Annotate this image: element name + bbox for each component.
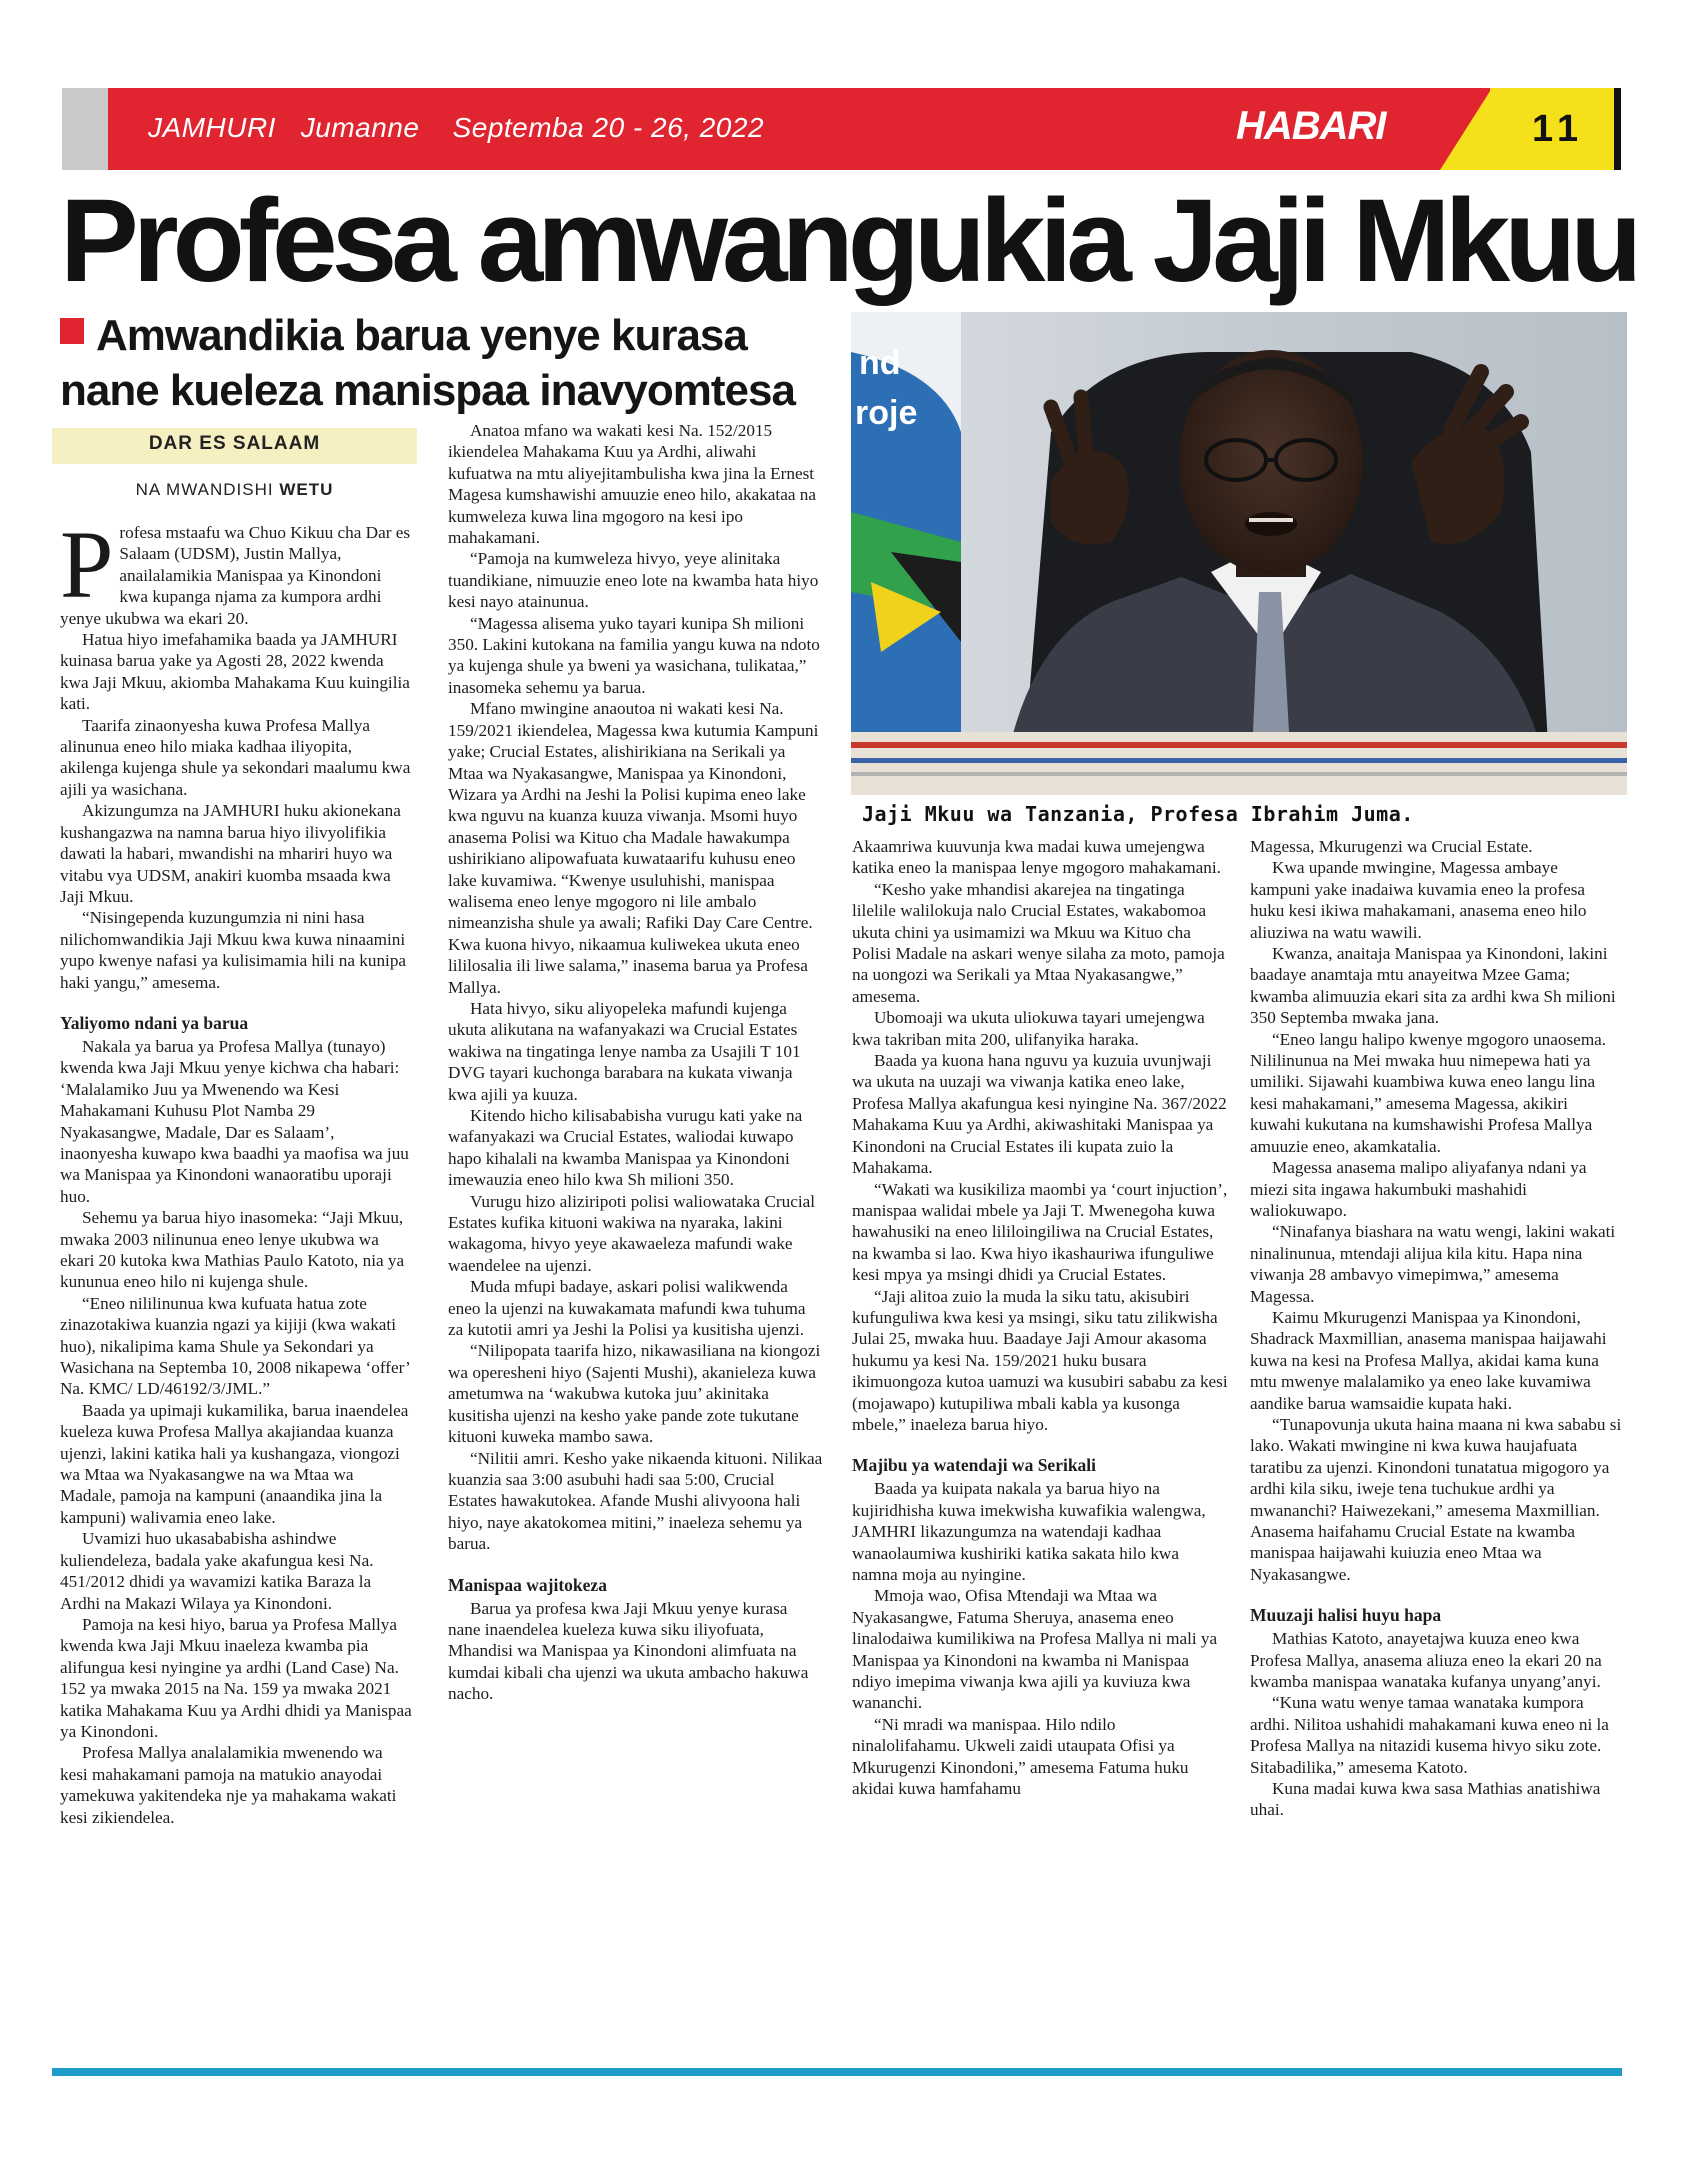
dropcap: P [60,511,114,618]
paragraph: Magessa, Mkurugenzi wa Crucial Estate. [1250,837,1533,856]
paragraph: “Kesho yake mhandisi akarejea na tingatinga lilelile walilokuja nalo Crucial Estates, wakabomoa ukuta chini ya usimamizi wa Mkuu wa Kituo cha Polisi Madale na askari wenye silaha za moto, pamoja na uongozi wa Serikali ya Mtaa Nyakasangwe,” amesema. [852,879,1225,1006]
paragraph: Profesa Mallya analalamikia mwenendo wa kesi mahakamani pamoja na matukio anayodai yamekuwa yakitendeka nje ya mahakama wakati kesi zikiendelea. [60,1743,397,1827]
paragraph: Muda mfupi badaye, askari polisi walikwenda eneo la ujenzi na kuwakamata mafundi kwa tuhuma za kutotii amri ya Jeshi la Polisi ya kusitisha ujenzi. [448,1277,806,1340]
header-grey-tab [62,88,108,170]
paragraph: “Ni mradi wa manispaa. Hilo ndilo ninalolifahamu. Ukweli zaidi utaupata Ofisi ya Mkurugenzi Kinondoni,” amesema Fatuma huku akidai kuwa hamfahamu [852,1714,1189,1799]
masthead: JAMHURI Jumanne Septemba 20 - 26, 2022 [148,112,765,143]
page-number: 11 [1532,108,1585,150]
crosshead: Yaliyomo ndani ya barua [60,1012,249,1033]
paragraph: Magessa anasema malipo aliyafanya ndani ya miezi sita ingawa hakumbuki mashahidi waliokuwapo. [1250,1158,1587,1220]
footer-rule [52,2068,1622,2076]
paragraph: Sehemu ya barua hiyo inasomeka: “Jaji Mkuu, mwaka 2003 nilinunua eneo lenye ukubwa wa ekari 20 kutoka kwa Mathias Paulo Katoto, nia ya kununua eneo hilo ni kujenga shule. [60,1208,405,1292]
paragraph: Kwanza, anaitaja Manispaa ya Kinondoni, lakini baadaye anamtaja mtu anayeitwa Mzee Gama; kwamba alimuuzia ekari sita za ardhi kwa Sh milioni 350 Septemba mwaka jana. [1250,944,1616,1028]
paragraph: “Nilitii amri. Kesho yake nikaenda kituoni. Nilikaa kuanzia saa 3:00 asubuhi hadi saa 5:00, Crucial Estates hawakutokea. Afande Mushi alivyoona hali hiyo, naye akatokomea mitini,” inaeleza sehemu ya barua. [448,1448,823,1554]
paragraph: Ubomoaji wa ukuta uliokuwa tayari umejengwa kwa takriban mita 200, ulifanyika haraka. [852,1008,1205,1049]
paragraph: Kitendo hicho kilisababisha vurugu kati yake na wafanyakazi wa Crucial Estates, waliodai kuwapo hapo kihalali na kwamba Manispaa ya Kinondoni imewauzia eneo hilo kwa Sh milioni 350. [448,1106,803,1190]
paragraph: Mathias Katoto, anayetajwa kuuza eneo kwa Profesa Mallya, anasema aliuza eneo la ekari 20 na kwamba manispaa wanataka kufanya unyang’anyi. [1250,1629,1602,1692]
paragraph: Pamoja na kesi hiyo, barua ya Profesa Mallya kwenda kwa Jaji Mkuu inaeleza kwamba pia alifungua kesi nyingine ya ardhi (Land Case) Na. 152 ya mwaka 2015 na Na. 159 ya mwaka 2021 katika Mahakama Kuu ya Ardhi dhidi ya Manispaa ya Kinondoni. [60,1614,412,1741]
paragraph: Baada ya kuipata nakala ya barua hiyo na kujiridhisha kuwa imekwisha kuwafikia walengwa, JAMHRI likazungumza na watendaji kadhaa wanaolaumiwa kushiriki katika sakata hilo kwa namna moja au nyingine. [852,1479,1206,1584]
paragraph: rofesa mstaafu wa Chuo Kikuu cha Dar es Salaam (UDSM), Justin Mallya, anailalamikia Manispaa ya Kinondoni kwa kupanga njama za kumpora ardhi yenye ukubwa wa ekari 20. [60,523,411,628]
photo-backdrop-text-1: nd [859,344,901,382]
paragraph: Barua ya profesa kwa Jaji Mkuu yenye kurasa nane inaendelea kueleza kuwa siku iliyofuata, Mhandisi wa Manispaa ya Kinondoni alimfuata na kumdai kibali cha ujenzi wa ukuta ambacho hakuwa nacho. [448,1598,809,1704]
paragraph: “Wakati wa kusikiliza maombi ya ‘court injuction’, manispaa walidai mbele ya Jaji T. Mwenegoha kuwa hawahusiki na eneo lililoingiliwa na Crucial Estates, na kwamba si lao. Kwa hiyo ikashauriwa ifunguliwe kesi mpya ya msingi dhidi ya Crucial Estates. [852,1179,1228,1285]
paragraph: Akaamriwa kuuvunja kwa madai kuwa umejengwa katika eneo la manispaa lenye mgogoro mahakamani. [852,837,1221,878]
paragraph: “Tunapovunja ukuta haina maana ni kwa sababu si lako. Wakati mwingine ni kwa kuwa haujafuata taratibu za ujenzi. Kinondoni tunatatua migogoro ya ardhi kila siku, iweje tena tuchukue ardhi ya mwananchi? Haiwezekani,” amesema Maxmillian. Anasema haifahamu Crucial Estate na kwamba manispaa haijawahi kuiuzia eneo Mtaa wa Nyakasangwe. [1250,1414,1622,1584]
paragraph: Uvamizi huo ukasababisha ashindwe kuliendeleza, badala yake akafungua kesi Na. 451/2012 dhidi ya wavamizi katika Baraza la Ardhi na Makazi Wilaya ya Kinondoni. [60,1529,374,1613]
dateline: DAR ES SALAAM [148,433,321,454]
byline-name: WETU [279,480,334,499]
paragraph: Akizungumza na JAMHURI huku akionekana kushangazwa na namna barua hiyo ilivyolifikia dawati la habari, mwandishi na mhariri huyo wa vitabu vya UDSM, anakiri kuomba msaada kwa Jaji Mkuu. [60,801,401,906]
paragraph: “Magessa alisema yuko tayari kunipa Sh milioni 350. Lakini kutokana na familia yangu kuwa na ndoto ya kujenga shule ya bweni ya wasichana, tulikataa,” inasomeka sehemu ya barua. [448,613,820,697]
section-label: HABARI [1236,104,1386,148]
paragraph: “Pamoja na kumweleza hivyo, yeye alinitaka tuandikiane, nimuuzie eneo lote na kwamba hata hiyo kesi nayo atainunua. [448,549,819,612]
crosshead: Muuzaji halisi huyu hapa [1250,1605,1442,1626]
paragraph: Nakala ya barua ya Profesa Mallya (tunayo) kwenda kwa Jaji Mkuu yenye kichwa cha habari: ‘Malalamiko Juu ya Mwenendo wa Kesi Mahakamani Kuhusu Plot Namba 29 Nyakasangwe, Madale, Dar es Salaam’, inaonyesha kuwapo kwa baadhi ya maofisa wa juu wa Manispaa ya Kinondoni wanaoratibu uporaji huo. [60,1036,409,1206]
photo-caption: Jaji Mkuu wa Tanzania, Profesa Ibrahim Juma. [862,802,1414,826]
paragraph: Kwa upande mwingine, Magessa ambaye kampuni yake inadaiwa kuvamia eneo la profesa huku kesi ikiwa mahakamani, anasema eneo hilo aliuziwa na watu wawili. [1250,858,1587,942]
crosshead: Majibu ya watendaji wa Serikali [852,1455,1097,1476]
paragraph: Kaimu Mkurugenzi Manispaa ya Kinondoni, Shadrack Maxmillian, anasema manispaa haijawahi kuwa na kesi na Profesa Mallya, akidai kama kuna mtu mwenye malalamiko ya eneo lake kuvamiwa aandike barua wamsaidie kupata haki. [1250,1307,1607,1413]
article-column-1 [60,511,412,1828]
paragraph: Hatua hiyo imefahamika baada ya JAMHURI kuinasa barua yake ya Agosti 28, 2022 kwenda kwa Jaji Mkuu, akiomba Mahakama Kuu kuingilia kati. [60,630,410,714]
paragraph: Vurugu hizo aliziripoti polisi waliowataka Crucial Estates kufika kituoni wakiwa na nyaraka, lakini wakagoma, hivyo yeye akawaeleza mafundi wake waendelee na ujenzi. [448,1191,816,1275]
paragraph: Hata hivyo, siku aliyopeleka mafundi kujenga ukuta alikutana na wafanyakazi wa Crucial Estates wakiwa na tingatinga lenye namba za Usajili T 101 DVG tayari kuchonga barabara na kukata viwanja kwa ajili ya kuuza. [448,998,801,1104]
paragraph: Baada ya kuona hana nguvu ya kuzuia uvunjwaji wa ukuta na uuzaji wa viwanja katika eneo lake, Profesa Mallya akafungua kesi nyingine Na. 367/2022 Mahakama Kuu ya Ardhi, akiwashitaki Manispaa ya Kinondoni na Crucial Estates ili kupata zuio la Mahakama. [852,1051,1227,1178]
paragraph: “Ninafanya biashara na watu wengi, lakini wakati ninalinunua, mtendaji alijua kila kitu. Hapa nina viwanja 28 ambavyo vimepimwa,” amesema Magessa. [1250,1222,1616,1306]
paragraph: Kuna madai kuwa kwa sasa Mathias anatishiwa uhai. [1250,1779,1601,1820]
paragraph: “Jaji alitoa zuio la muda la siku tatu, akisubiri kufunguliwa kwa kesi ya msingi, siku tatu zilikwisha Julai 25, mwaka huu. Baadaye Jaji Amour akasoma hukumu ya kesi Na. 159/2021 huku busara ikimuongoza kutoa uamuzi wa kusubiri sababu za kesi (mojawapo) kutupiliwa mbali kabla ya kusonga mbele,” inaeleza barua hiyo. [852,1286,1228,1434]
article-column-3 [852,836,1228,1799]
header-yellow-slant [1440,88,1492,170]
article-column-4 [1250,836,1622,1821]
paragraph: Mmoja wao, Ofisa Mtendaji wa Mtaa wa Nyakasangwe, Fatuma Sheruya, anasema eneo linalodaiwa kumilikiwa na Profesa Mallya ni mali ya Manispaa ya Kinondoni na kwamba ni Manispaa ndiyo imepima viwanja kwa ajili ya kuviuza kwa wananchi. [852,1586,1218,1713]
paragraph: “Nisingependa kuzungumzia ni nini hasa nilichomwandikia Jaji Mkuu kwa kuwa ninaamini yupo kwenye nafasi ya kulisimamia hili na kunipa haki yangu,” amesema. [60,908,407,992]
paragraph: Anatoa mfano wa wakati kesi Na. 152/2015 ikiendelea Mahakama Kuu ya Ardhi, aliwahi kufuatwa na mtu aliyejitambulisha kwa jina la Ernest Magesa kumshawishi amuuzie eneo hilo, akakataa na kumweleza kuwa lina mgogoro na kesi ipo mahakamani. [448,421,816,548]
headline: Profesa amwangukia Jaji Mkuu [60,175,1637,307]
header-end-bar [1614,88,1621,170]
crosshead: Manispaa wajitokeza [448,1574,607,1595]
paragraph: Baada ya upimaji kukamilika, barua inaendelea kueleza kuwa Profesa Mallya akajiandaa kuanza ujenzi, lakini katika hali ya kushangaza, viongozi wa Mtaa wa Nyakasangwe na wa Mtaa wa Madale, pamoja na kampuni (anaandika jina la kampuni) walivamia eneo lake. [60,1400,409,1527]
photo-backdrop-text-2: roje [855,394,918,432]
paragraph: “Kuna watu wenye tamaa wanataka kumpora ardhi. Nilitoa ushahidi mahakamani kuwa eneo ni la Profesa Mallya na nitazidi kusema hivyo siku zote. Sitabadilika,” amesema Katoto. [1250,1693,1609,1777]
paragraph: “Eneo nililinunua kwa kufuata hatua zote zinazotakiwa kuanzia ngazi ya kijiji (kwa wakati huo), nikalipima kama Shule ya Sekondari ya Wasichana na Septemba 10, 2008 nikapewa ‘offer’ Na. KMC/ LD/46192/3/JML.” [60,1293,410,1399]
article-column-2 [448,420,823,1705]
paragraph: Taarifa zinaonyesha kuwa Profesa Mallya alinunua eneo hilo miaka kadhaa iliyopita, akilenga kujenga shule ya sekondari maalumu kwa ajili ya wasichana. [60,715,411,799]
photo-chief-justice [851,312,1627,795]
paragraph: “Nilipopata taarifa hizo, nikawasiliana na kiongozi wa operesheni hiyo (Sajenti Mushi), akanieleza kuwa ametumwa na ‘wakubwa kutoka juu’ akinitaka kusitisha ujenzi na kesho yake pande zote tukutane kituoni kuweka mambo sawa. [448,1341,821,1447]
subheadline: Amwandikia barua yenye kurasa nane kueleza manispaa inavyomtesa [60,311,795,415]
paragraph: “Eneo langu halipo kwenye mgogoro unaosema. Nililinunua na Mei mwaka huu nimepewa hati ya umiliki. Sijawahi kuambiwa kuwa eneo langu lina kesi mahakamani,” amesema Magessa, akikiri kuwahi kukutana na kumshawishi Profesa Mallya amuuzie eneo, akamkatalia. [1250,1029,1607,1156]
byline-prefix: NA MWANDISHI [135,480,274,499]
byline [52,480,417,500]
paragraph: Mfano mwingine anaoutoa ni wakati kesi Na. 159/2021 ikiendelea, Magessa kwa kutumia Kampuni yake; Crucial Estates, alishirikiana na Serikali ya Mtaa wa Nyakasangwe, Manispaa ya Kinondoni, Wizara ya Ardhi na Jeshi la Polisi kupima eneo lake kwa nguvu na kuanza kuuza viwanja. Msomi huyo anasema Polisi wa Kituo cha Madale hawakumpa ushirikiano alipowafuata kuwataarifu kuhusu eneo lake kuvamiwa. “Kwenye usuluhishi, manispaa walisema eneo lenye mgogoro ni lile ambalo nimeanzisha shule ya awali; Rafiki Day Care Centre. Kwa kuona hivyo, nikaamua kuliwekea ukuta eneo lililosalia ili liwe salama,” inasema barua ya Profesa Mallya. [448,699,819,997]
